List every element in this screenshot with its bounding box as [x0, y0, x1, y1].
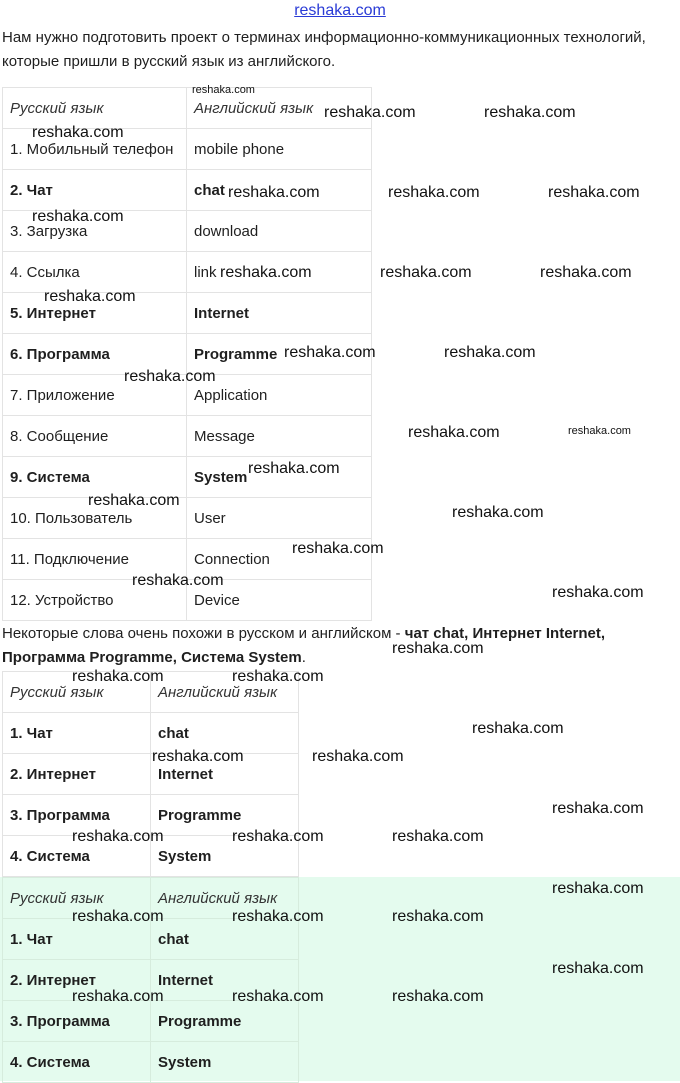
- watermark: reshaka.com: [408, 424, 500, 441]
- russian-cell: 4. Система: [3, 1042, 151, 1083]
- table-header-row: [3, 88, 372, 129]
- column-header-russian: Русский язык: [3, 88, 187, 129]
- summary-terms: чат chat, Интернет Internet, Программа Programme, Система System: [2, 625, 606, 666]
- english-cell: Programme: [151, 1001, 299, 1042]
- english-cell: Internet: [151, 754, 299, 795]
- russian-cell: 12. Устройство: [3, 580, 187, 621]
- english-cell: download: [187, 211, 372, 252]
- watermark: reshaka.com: [44, 288, 136, 305]
- table-row: [3, 754, 299, 795]
- column-header-russian: Русский язык: [3, 672, 151, 713]
- watermark: reshaka.com: [72, 668, 164, 685]
- russian-cell: 8. Сообщение: [3, 416, 187, 457]
- watermark: reshaka.com: [232, 828, 324, 845]
- table-row: [3, 1042, 299, 1083]
- russian-cell: 3. Программа: [3, 795, 151, 836]
- watermark: reshaka.com: [124, 368, 216, 385]
- watermark: reshaka.com: [472, 720, 564, 737]
- watermark: reshaka.com: [284, 344, 376, 361]
- table-row: [3, 1001, 299, 1042]
- site-header-link[interactable]: reshaka.com: [294, 2, 386, 19]
- english-cell: mobile phone: [187, 129, 372, 170]
- watermark: reshaka.com: [392, 988, 484, 1005]
- english-cell: chat: [151, 713, 299, 754]
- russian-cell: 2. Чат: [3, 170, 187, 211]
- watermark: reshaka.com: [232, 988, 324, 1005]
- english-cell: System: [151, 1042, 299, 1083]
- english-cell: Programme: [151, 795, 299, 836]
- watermark: reshaka.com: [88, 492, 180, 509]
- watermark: reshaka.com: [72, 908, 164, 925]
- english-cell: chat: [187, 170, 372, 211]
- summary-paragraph: [2, 622, 672, 670]
- watermark: reshaka.com: [484, 104, 576, 121]
- watermark: reshaka.com: [388, 184, 480, 201]
- summary-end: .: [301, 649, 306, 666]
- watermark: reshaka.com: [192, 84, 255, 96]
- watermark: reshaka.com: [380, 264, 472, 281]
- watermark: reshaka.com: [552, 960, 644, 977]
- russian-cell: 11. Подключение: [3, 539, 187, 580]
- watermark: reshaka.com: [220, 264, 312, 281]
- russian-cell: 4. Система: [3, 836, 151, 877]
- russian-cell: 6. Программа: [3, 334, 187, 375]
- watermark: reshaka.com: [132, 572, 224, 589]
- watermark: reshaka.com: [312, 748, 404, 765]
- watermark: reshaka.com: [232, 908, 324, 925]
- watermark: reshaka.com: [32, 124, 124, 141]
- watermark: reshaka.com: [552, 584, 644, 601]
- english-cell: Internet: [151, 960, 299, 1001]
- column-header-english: Английский язык: [151, 878, 299, 919]
- summary-lead: Некоторые слова очень похожи в русском и английском -: [2, 625, 405, 642]
- english-cell: Internet: [187, 293, 372, 334]
- english-cell: chat: [151, 919, 299, 960]
- column-header-english: Английский язык: [151, 672, 299, 713]
- similar-terms-table: [2, 671, 299, 877]
- watermark: reshaka.com: [72, 828, 164, 845]
- watermark: reshaka.com: [232, 668, 324, 685]
- watermark: reshaka.com: [392, 908, 484, 925]
- column-header-russian: Русский язык: [3, 878, 151, 919]
- intro-paragraph: Нам нужно подготовить проект о терминах информационно-коммуникационных технологий, которые пришли в русский язык из английского.: [2, 29, 646, 70]
- watermark: reshaka.com: [540, 264, 632, 281]
- watermark: reshaka.com: [324, 104, 416, 121]
- watermark: reshaka.com: [228, 184, 320, 201]
- table-row: [3, 252, 372, 293]
- watermark: reshaka.com: [72, 988, 164, 1005]
- russian-cell: 10. Пользователь: [3, 498, 187, 539]
- table-row: [3, 713, 299, 754]
- watermark: reshaka.com: [32, 208, 124, 225]
- watermark: reshaka.com: [444, 344, 536, 361]
- watermark: reshaka.com: [568, 425, 631, 437]
- english-cell: Application: [187, 375, 372, 416]
- english-cell: link: [187, 252, 372, 293]
- english-cell: Message: [187, 416, 372, 457]
- russian-cell: 1. Чат: [3, 713, 151, 754]
- russian-cell: 2. Интернет: [3, 960, 151, 1001]
- russian-cell: 1. Чат: [3, 919, 151, 960]
- russian-cell: 5. Интернет: [3, 293, 187, 334]
- russian-cell: 1. Мобильный телефон: [3, 129, 187, 170]
- watermark: reshaka.com: [392, 828, 484, 845]
- watermark: reshaka.com: [248, 460, 340, 477]
- watermark: reshaka.com: [452, 504, 544, 521]
- english-cell: Programme: [187, 334, 372, 375]
- russian-cell: 7. Приложение: [3, 375, 187, 416]
- watermark: reshaka.com: [552, 880, 644, 897]
- english-cell: Connection: [187, 539, 372, 580]
- russian-cell: 3. Программа: [3, 1001, 151, 1042]
- russian-cell: 4. Ссылка: [3, 252, 187, 293]
- table-row: [3, 498, 372, 539]
- english-cell: System: [187, 457, 372, 498]
- russian-cell: 3. Загрузка: [3, 211, 187, 252]
- english-cell: System: [151, 836, 299, 877]
- russian-cell: 2. Интернет: [3, 754, 151, 795]
- watermark: reshaka.com: [392, 640, 484, 657]
- watermark: reshaka.com: [552, 800, 644, 817]
- watermark: reshaka.com: [152, 748, 244, 765]
- watermark: reshaka.com: [548, 184, 640, 201]
- english-cell: Device: [187, 580, 372, 621]
- column-header-english: Английский язык: [187, 88, 372, 129]
- russian-cell: 9. Система: [3, 457, 187, 498]
- english-cell: User: [187, 498, 372, 539]
- watermark: reshaka.com: [292, 540, 384, 557]
- table-row: [3, 416, 372, 457]
